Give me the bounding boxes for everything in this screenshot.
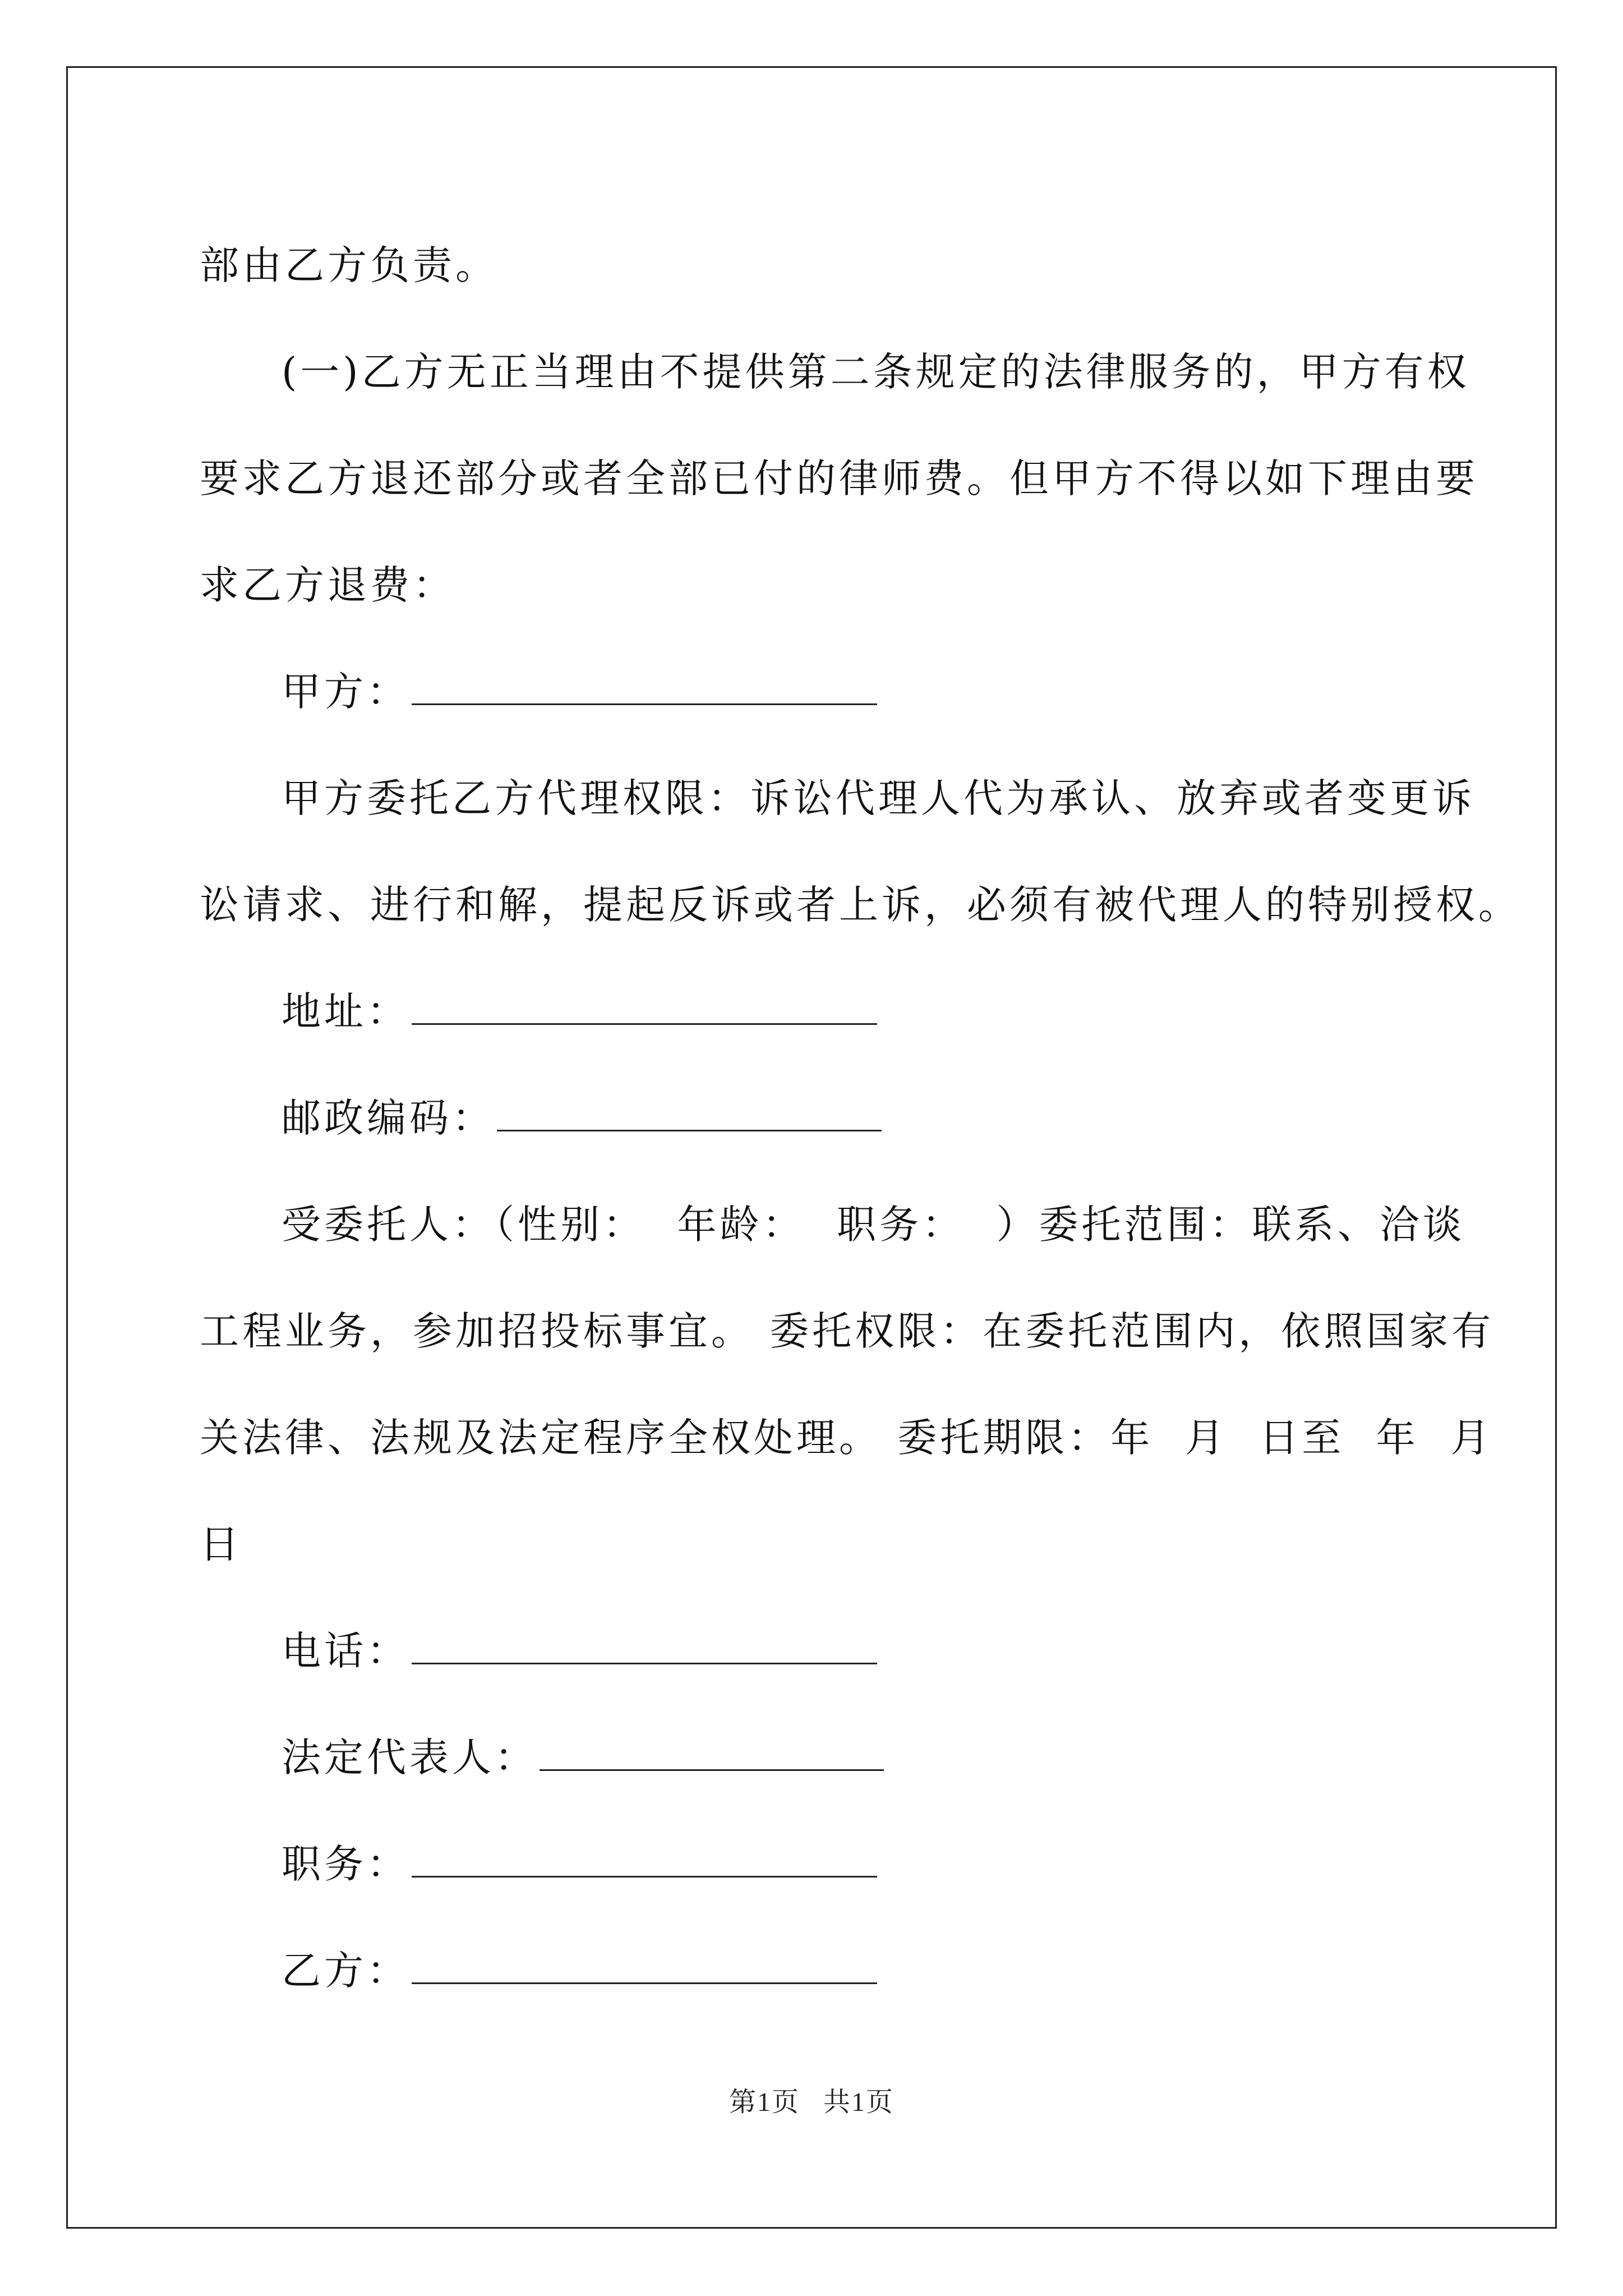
- phone-field: [200, 1598, 1433, 1704]
- yifang-label: 乙方：: [282, 1948, 409, 1994]
- page-number: 第1页 共1页: [728, 2087, 894, 2117]
- jiafang-blank: [412, 664, 877, 705]
- phone-label: 电话：: [282, 1628, 409, 1674]
- entrust-line: 受委托人：（性别： 年龄： 职务： ）委托范围：联系、洽谈: [282, 1202, 1465, 1248]
- page-footer: [0, 2080, 1623, 2119]
- jiafang-field: [200, 638, 1433, 745]
- jiafang-label: 甲方：: [282, 669, 409, 715]
- position-blank: [412, 1837, 877, 1878]
- address-field: [200, 958, 1433, 1065]
- yifang-field: [200, 1917, 1433, 2024]
- position-label: 职务：: [282, 1841, 409, 1887]
- body-line: 求乙方退费：: [200, 562, 455, 608]
- body-line: 要求乙方退还部分或者全部已付的律师费。但甲方不得以如下理由要: [200, 455, 1478, 501]
- entrust-line: 关法律、法规及法定程序全权处理。 委托期限：年 月 日至 年 月: [200, 1415, 1493, 1461]
- legal-rep-blank: [540, 1730, 884, 1771]
- postcode-label: 邮政编码：: [282, 1095, 495, 1141]
- address-blank: [412, 984, 877, 1025]
- authority-line: 甲方委托乙方代理权限：诉讼代理人代为承认、放弃或者变更诉: [282, 775, 1475, 821]
- body-line: (一)乙方无正当理由不提供第二条规定的法律服务的，甲方有权: [282, 349, 1470, 395]
- legal-rep-field: [200, 1704, 1433, 1811]
- legal-rep-label: 法定代表人：: [282, 1734, 537, 1780]
- position-field: [200, 1811, 1433, 1917]
- postcode-blank: [497, 1091, 882, 1131]
- address-label: 地址：: [282, 988, 409, 1034]
- authority-line: 讼请求、进行和解，提起反诉或者上诉，必须有被代理人的特别授权。: [200, 882, 1521, 928]
- postcode-field: [200, 1065, 1433, 1171]
- yifang-blank: [412, 1943, 877, 1984]
- document-body: [200, 212, 1521, 2024]
- phone-blank: [412, 1623, 877, 1664]
- entrust-line: 日: [200, 1521, 242, 1567]
- body-line: 部由乙方负责。: [200, 242, 498, 288]
- entrust-line: 工程业务，参加招投标事宜。 委托权限：在委托范围内，依照国家有: [200, 1308, 1495, 1354]
